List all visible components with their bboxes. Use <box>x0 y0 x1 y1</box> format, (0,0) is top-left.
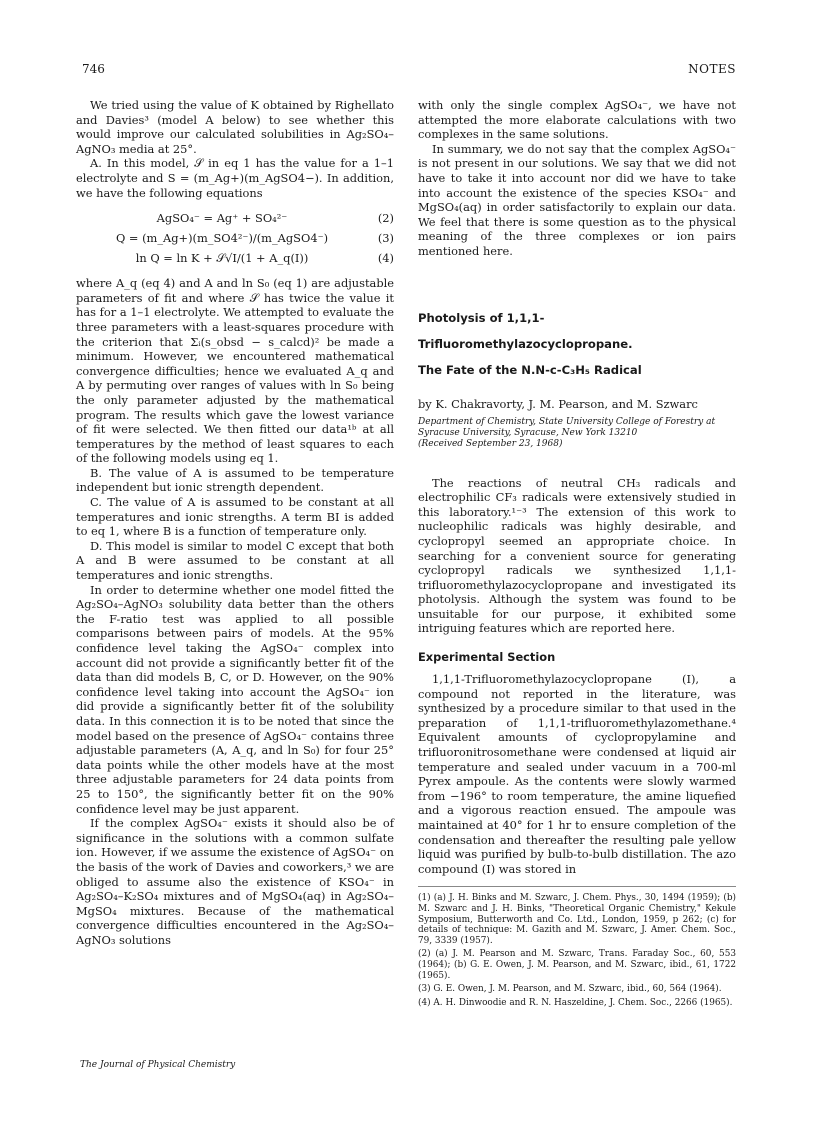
equation-4 <box>76 248 394 268</box>
equation-body: AgSO₄⁻ = Ag⁺ + SO₄²⁻ <box>156 211 288 226</box>
equation-body: Q = (m_Ag+)(m_SO4²⁻)/(m_AgSO4⁻) <box>115 231 329 246</box>
paragraph: In summary, we do not say that the complex AgSO₄⁻ is not present in our solutions. We say that we did not have to take it into account nor did we have to take into account the existence of the species KSO₄⁻ and MgSO₄(aq) in order satisfactorily to explain our data. We feel that there is some question as to the physical meaning of the three complexes or ion pairs mentioned here. <box>418 141 736 258</box>
paragraph: A. In this model, 𝒮 in eq 1 has the value for a 1–1 electrolyte and S = (m_Ag+)(m_AgSO4−). In addition, we have the following equations <box>76 156 394 200</box>
paragraph: If the complex AgSO₄⁻ exists it should also be of significance in the solutions with a common sulfate ion. However, if we assume the existence of AgSO₄⁻ on the basis of the work of Davies and coworkers,³ we are obliged to assume also the existence of KSO₄⁻ in Ag₂SO₄–K₂SO₄ mixtures and of MgSO₄(aq) in Ag₂SO₄–MgSO₄ mixtures. Because of the mathematical convergence difficulties encountered in the Ag₂SO₄–AgNO₃ solutions <box>76 816 394 947</box>
footnote: (4) A. H. Dinwoodie and R. N. Haszeldine, J. Chem. Soc., 2266 (1965). <box>418 997 733 1008</box>
paragraph: The reactions of neutral CH₃ radicals and electrophilic CF₃ radicals were extensively studied in this laboratory.¹⁻³ The extension of this work to nucleophilic radicals was highly desirable, and cyclopropyl seemed an appropriate choice. In searching for a convenient source for generating cyclopropyl radicals we synthesized 1,1,1-trifluoromethylazocyclopropane and investigated its photolysis. Although the system was found to be unsuitable for our purpose, it exhibited some intriguing features which are reported here. <box>418 475 736 636</box>
footnote: (3) G. E. Owen, J. M. Pearson, and M. Szwarc, ibid., 60, 564 (1964). <box>418 984 722 995</box>
byline: by K. Chakravorty, J. M. Pearson, and M. Szwarc <box>418 396 698 411</box>
equation-number: (2) <box>377 211 394 226</box>
equation-number: (4) <box>377 251 394 266</box>
paragraph: 1,1,1-Trifluoromethylazocyclopropane (I), a compound not reported in the literature, was synthesized by a procedure similar to that used in the preparation of 1,1,1-trifluoromethylazomethane.⁴ Equivalent amounts of cyclopropylamine and trifluoronitrosomethane were condensed at liquid air temperature and sealed under vacuum in a 700-ml Pyrex ampoule. As the contents were slowly warmed from −196° to room temperature, the amine liquefied and a vigorous reaction ensued. The ampoule was maintained at 40° for 1 hr to ensure completion of the condensation and thereafter the resulting pale yellow liquid was purified by bulb-to-bulb distillation. The azo compound (I) was stored in <box>418 672 736 876</box>
left-column <box>76 98 394 947</box>
equation-number: (3) <box>377 231 394 246</box>
paragraph: We tried using the value of K obtained by Righellato and Davies³ (model A below) to see whether this would improve our calculated solubilities in Ag₂SO₄–AgNO₃ media at 25°. <box>76 98 394 156</box>
running-header: NOTES <box>688 62 736 76</box>
article-title-line-1: Photolysis of 1,1,1-Trifluoromethylazocyclopropane. <box>418 310 633 351</box>
paragraph: with only the single complex AgSO₄⁻, we have not attempted the more elaborate calculations with two complexes in the same solutions. <box>418 98 736 142</box>
paragraph: where A_q (eq 4) and A and ln S₀ (eq 1) are adjustable parameters of fit and where 𝒮 has twice the value it has for a 1–1 electrolyte. We attempted to evaluate the three parameters with a least-squares procedure with the criterion that Σᵢ(s_obsd − s_calcd)² be made a minimum. However, we encountered mathematical convergence difficulties; hence we evaluated A_q and A by permuting over ranges of values with ln S₀ being the only parameter adjusted by the mathematical program. The results which gave the lowest variance of fit were selected. We then fitted our data¹ᵇ at all temperatures by the method of least squares to each of the following models using eq 1. <box>76 276 394 466</box>
paragraph: D. This model is similar to model C except that both A and B were assumed to be constant at all temperatures and ionic strengths. <box>76 538 394 583</box>
affiliation: Department of Chemistry, State University College of Forestry at Syracuse University, Syracuse, New York 13210 <box>418 416 716 438</box>
paragraph: B. The value of A is assumed to be temperature independent but ionic strength dependent. <box>76 465 394 495</box>
journal-footer: The Journal of Physical Chemistry <box>80 1060 236 1070</box>
right-column <box>418 98 736 1011</box>
paragraph: C. The value of A is assumed to be constant at all temperatures and ionic strengths. A term BI is added to eq 1, where B is a function of temperature only. <box>76 495 394 539</box>
equation-body: ln Q = ln K + 𝒮√I/(1 + A_q(I)) <box>135 251 309 266</box>
equation-3 <box>76 228 394 248</box>
footnotes <box>418 886 736 1008</box>
section-heading: Experimental Section <box>418 650 556 665</box>
footnote: (1) (a) J. H. Binks and M. Szwarc, J. Chem. Phys., 30, 1494 (1959); (b) M. Szwarc and J. H. Binks, "Theoretical Organic Chemistry," Kekule Symposium, Butterworth and Co. Ltd., London, 1959, p 262; (c) for details of technique: M. Gazith and M. Szwarc, J. Amer. Chem. Soc., 79, 3339 (1957). <box>418 893 736 946</box>
article-title-line-2: The Fate of the N.N-c-C₃H₅ Radical <box>418 362 642 377</box>
received-date: (Received September 23, 1968) <box>418 438 563 449</box>
equation-2 <box>76 208 394 228</box>
paragraph: In order to determine whether one model fitted the Ag₂SO₄–AgNO₃ solubility data better than the others the F-ratio test was applied to all possible comparisons between pairs of models. At the 95% confidence level taking the AgSO₄⁻ complex into account did not provide a significantly better fit of the data than did models B, C, or D. However, on the 90% confidence level taking into account the AgSO₄⁻ ion did provide a significantly better fit of the solubility data. In this connection it is to be noted that since the model based on the presence of AgSO₄⁻ contains three adjustable parameters (A, A_q, and ln S₀) for four 25° data points while the other models have at the most three adjustable parameters for 24 data points from 25 to 150°, the significantly better fit on the 90% confidence level may be just apparent. <box>76 582 394 816</box>
page-number: 746 <box>82 62 105 76</box>
footnote: (2) (a) J. M. Pearson and M. Szwarc, Trans. Faraday Soc., 60, 553 (1964); (b) G. E. Owen, J. M. Pearson, and M. Szwarc, ibid., 61, 1722 (1965). <box>418 949 736 981</box>
